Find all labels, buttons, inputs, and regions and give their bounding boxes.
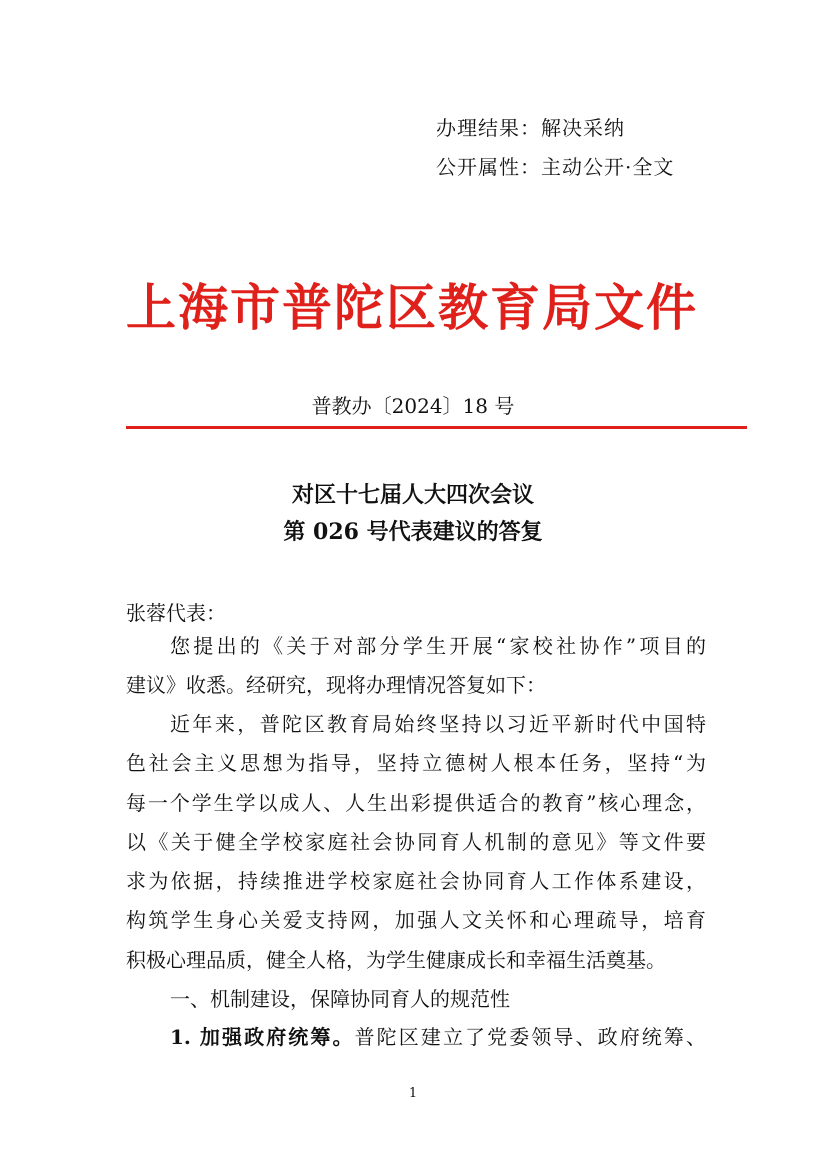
page-number: 1: [408, 1086, 418, 1101]
red-divider: [126, 426, 747, 429]
document-title-line-1: 对区十七届人大四次会议: [291, 482, 534, 508]
agency-header: 上海市普陀区教育局文件: [126, 278, 698, 337]
document-title-line-2: 第 026 号代表建议的答复: [283, 519, 543, 545]
salutation-text: 张蓉代表：: [126, 601, 226, 625]
document-number: 普教办〔2024〕18 号: [311, 394, 515, 418]
paragraph-line: 每一个学生学以成人、人生出彩提供适合的教育”核心理念，: [126, 790, 706, 815]
paragraph-line: 以《关于健全学校家庭社会协同育人机制的意见》等文件要: [126, 829, 706, 854]
section-heading-1: 一、机制建设，保障协同育人的规范性: [170, 987, 510, 1011]
paragraph-2: [126, 705, 706, 980]
paragraph-3: [126, 1018, 706, 1057]
paragraph-line: 构筑学生身心关爱支持网，加强人文关怀和心理疏导，培育: [126, 908, 706, 933]
paragraph-1: [126, 627, 706, 706]
handling-result: 办理结果：解决采纳: [436, 116, 625, 140]
paragraph-line: 近年来，普陀区教育局始终坚持以习近平新时代中国特: [170, 712, 706, 736]
paragraph-line: 您提出的《关于对部分学生开展“家校社协作”项目的: [170, 634, 706, 658]
paragraph-line: 建议》收悉。经研究，现将办理情况答复如下：: [126, 673, 546, 698]
paragraph-line: 积极心理品质，健全人格，为学生健康成长和幸福生活奠基。: [126, 947, 666, 972]
paragraph-text: 普陀区建立了党委领导、政府统筹、: [354, 1025, 706, 1049]
paragraph-line: 求为依据，持续推进学校家庭社会协同育人工作体系建设，: [126, 869, 706, 894]
paragraph-line: [126, 1018, 706, 1057]
paragraph-line: 色社会主义思想为指导，坚持立德树人根本任务，坚持“为: [126, 751, 706, 776]
disclosure-attribute: 公开属性：主动公开·全文: [436, 155, 675, 179]
subheading-bold: 1. 加强政府统筹。: [170, 1025, 355, 1049]
